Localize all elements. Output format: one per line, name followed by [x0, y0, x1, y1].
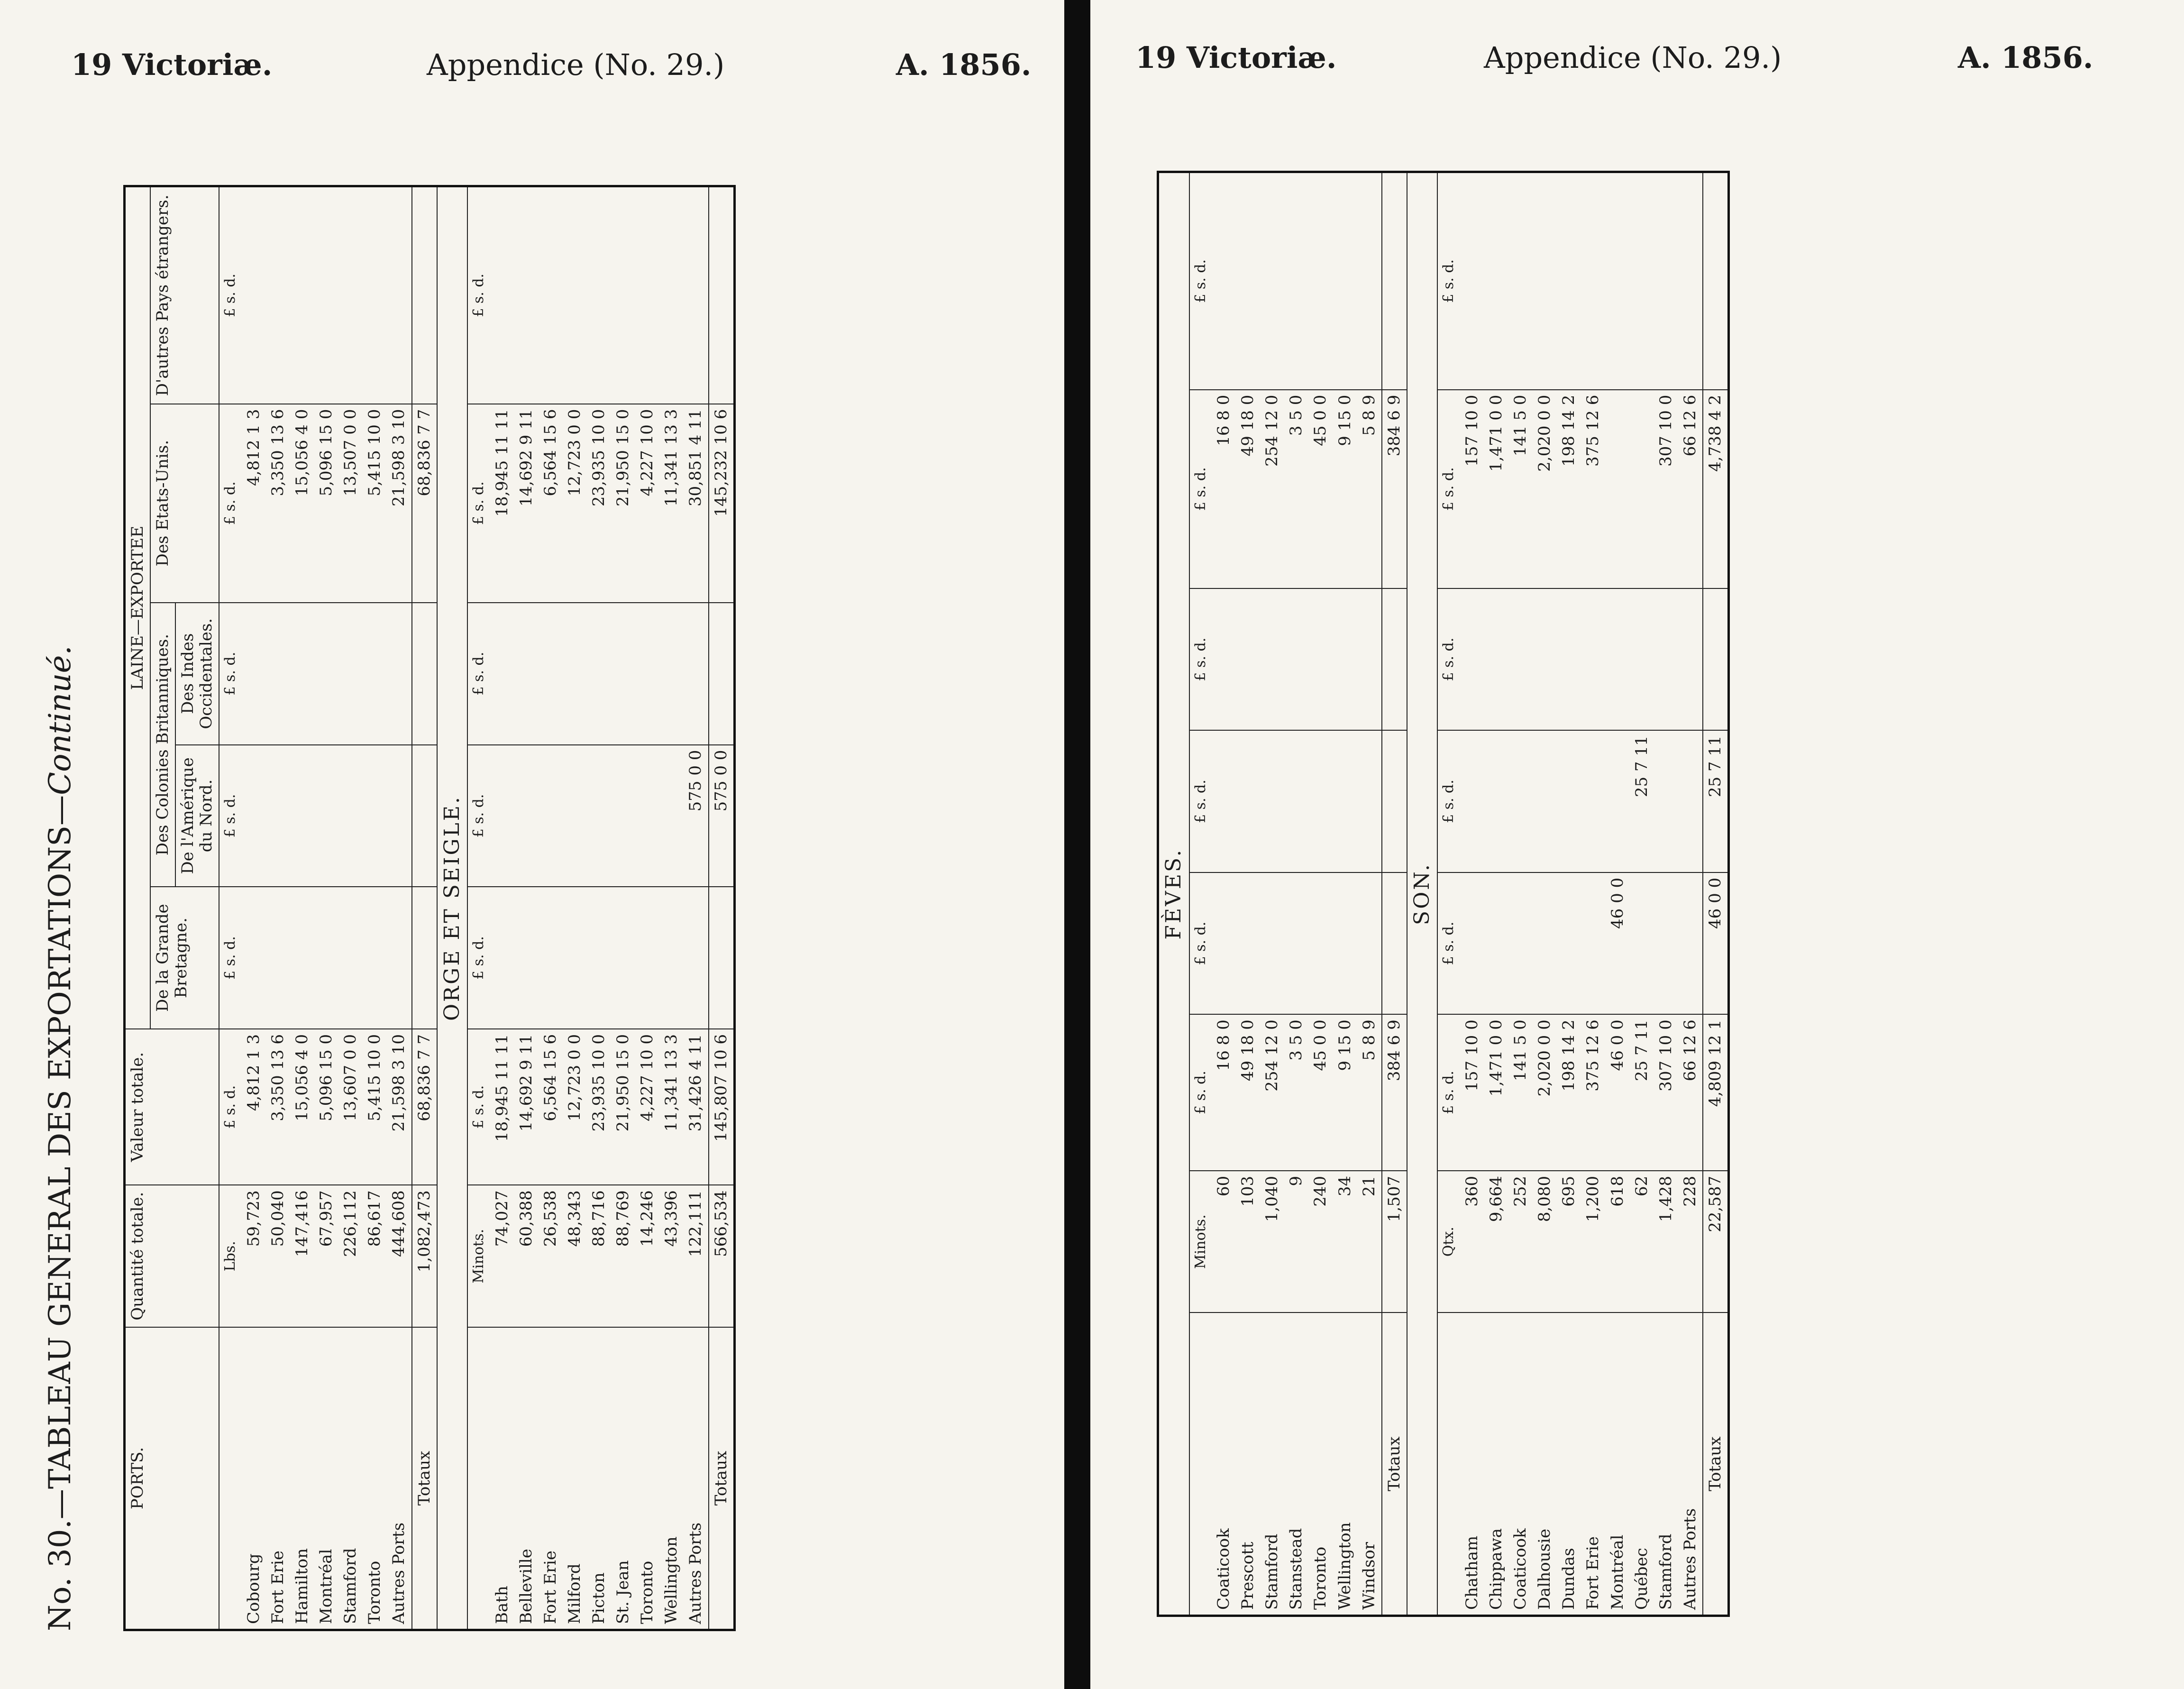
table-row: Fort Erie 1,200 375 12 6 375 12 6 — [1581, 172, 1605, 1616]
col-value: Valeur totale. — [125, 1029, 219, 1185]
section-title-orge: ORGE ET SEIGLE. — [437, 186, 468, 1630]
exports-table-wool-barley: PORTS. Quantité totale. Valeur totale. LAINE—EXPORTEE De la Grande Bretagne. Des Colonies Britanniques. Des Etats-Unis. D'autres Pays étrangers. De l'Amérique du Nord. Des Indes Occidentales. Lbs. £ s. d. £ s. d. £ s. d. £ s. d. £ s. d. £ s. d. Cobourg 59,723 4,812 1 3 4,812 1 3 Fort Erie 50,040 3,350 13 6 3,350 13 6 Hamilton 147,416 15,056 4 0 15,056 4 0 Montréal 67,957 5,096 15 0 5,096 15 0 Stamford 226,112 13,607 0 0 13,507 0 0 Toronto 86,617 5,415 10 0 5,415 10 0 Autres Ports 444,608 21,598 3 10 21,598 3 10 Totaux 1,082,473 68,836 7 7 68,836 7 7 ORGE ET SEIGLE. Minots. £ s. d. £ s. d. £ s. d. £ s. d. £ s. d. £ s. d. Bath 74,027 18,945 11 11 18,945 11 11 Belleville 60,388 14,692 9 11 14,692 9 11 Fort Erie 26,538 6,564 15 6 6,564 15 6 Milford 48,343 12,723 0 0 12,723 0 0 Picton 88,716 23,935 10 0 23,935 10 0 St. Jean 88,769 21,950 15 0 21,950 15 0 Toronto 14,246 4,227 10 0 4,227 10 0 Wellington 43,396 11,341 13 3 11,341 13 3 Autres Ports 122,111 31,426 4 11 575 0 0 30,851 4 11 Totaux 566,534 145,807 10 6 575 0 0 145,232 10 6 — [123, 185, 736, 1631]
totals-row: Totaux 1,082,473 68,836 7 7 68,836 7 7 — [412, 186, 437, 1630]
table-row: Toronto 240 45 0 0 45 0 0 — [1308, 172, 1333, 1616]
header-session: 19 Victoriæ. — [1135, 40, 1337, 75]
table-row: Wellington 43,396 11,341 13 3 11,341 13 3 — [659, 186, 684, 1630]
table-row: Stanstead 9 3 5 0 3 5 0 — [1284, 172, 1308, 1616]
rotated-table-block — [43, 185, 1024, 1631]
table-row: Fort Erie 50,040 3,350 13 6 3,350 13 6 — [266, 186, 290, 1630]
table-row: Montréal 67,957 5,096 15 0 5,096 15 0 — [314, 186, 338, 1630]
table-row: Dundas 695 198 14 2 198 14 2 — [1557, 172, 1581, 1616]
page-gutter — [1064, 0, 1090, 1689]
table-row: Stamford 1,428 307 10 0 307 10 0 — [1654, 172, 1678, 1616]
col-eu: Des Etats-Unis. — [150, 404, 219, 603]
table-row: Toronto 14,246 4,227 10 0 4,227 10 0 — [635, 186, 659, 1630]
page-title: No. 30.—TABLEAU GENERAL DES EXPORTATIONS—Continué. — [43, 645, 78, 1631]
table-row: Stamford 1,040 254 12 0 254 12 0 — [1260, 172, 1284, 1616]
col-laine: LAINE—EXPORTEE — [125, 186, 151, 1029]
table-row: Windsor 21 5 8 9 5 8 9 — [1357, 172, 1382, 1616]
table-row: Toronto 86,617 5,415 10 0 5,415 10 0 — [363, 186, 387, 1630]
col-ports: PORTS. — [125, 1327, 219, 1630]
rotated-table-block — [1157, 171, 2057, 1617]
table-row: Fort Erie 26,538 6,564 15 6 6,564 15 6 — [539, 186, 563, 1630]
unit-minots: Minots. — [467, 1185, 490, 1327]
table-row: Autres Ports 228 66 12 6 66 12 6 — [1678, 172, 1703, 1616]
col-qty: Quantité totale. — [125, 1185, 219, 1327]
table-row: St. Jean 88,769 21,950 15 0 21,950 15 0 — [611, 186, 635, 1630]
table-row: Picton 88,716 23,935 10 0 23,935 10 0 — [587, 186, 611, 1630]
header-year: A. 1856. — [896, 47, 1032, 82]
table-row: Bath 74,027 18,945 11 11 18,945 11 11 — [490, 186, 514, 1630]
totals-row: Totaux 566,534 145,807 10 6 575 0 0 145,232 10 6 — [709, 186, 735, 1630]
section-title-feves: FÈVES. — [1158, 172, 1189, 1616]
header-appendix: Appendice (No. 29.) — [1484, 40, 1782, 75]
col-ap: D'autres Pays étrangers. — [150, 186, 219, 404]
table-row: Québec 62 25 7 11 25 7 11 — [1630, 172, 1654, 1616]
table-row: Coaticook 252 141 5 0 141 5 0 — [1508, 172, 1533, 1616]
header-session: 19 Victoriæ. — [71, 47, 273, 82]
right-page — [1090, 0, 2184, 1689]
table-row: Wellington 34 9 15 0 9 15 0 — [1333, 172, 1357, 1616]
table-row: Stamford 226,112 13,607 0 0 13,507 0 0 — [338, 186, 363, 1630]
table-row: Prescott 103 49 18 0 49 18 0 — [1236, 172, 1260, 1616]
col-io: Des Indes Occidentales. — [175, 603, 219, 745]
col-an: De l'Amérique du Nord. — [175, 745, 219, 887]
col-cb: Des Colonies Britanniques. — [150, 603, 175, 887]
table-row: Milford 48,343 12,723 0 0 12,723 0 0 — [563, 186, 587, 1630]
table-row: Belleville 60,388 14,692 9 11 14,692 9 11 — [514, 186, 539, 1630]
totals-row: Totaux 1,507 384 6 9 384 6 9 — [1382, 172, 1407, 1616]
table-row: Dalhousie 8,080 2,020 0 0 2,020 0 0 — [1533, 172, 1557, 1616]
totals-row: Totaux 22,587 4,809 12 1 46 0 0 25 7 11 4,738 4 2 — [1703, 172, 1729, 1616]
table-row: Coaticook 60 16 8 0 16 8 0 — [1212, 172, 1236, 1616]
section-title-son: SON. — [1407, 172, 1438, 1616]
table-row: Hamilton 147,416 15,056 4 0 15,056 4 0 — [290, 186, 314, 1630]
table-row: Autres Ports 122,111 31,426 4 11 575 0 0 30,851 4 11 — [684, 186, 708, 1630]
left-page — [0, 0, 1064, 1689]
header-year: A. 1856. — [1958, 40, 2093, 75]
table-row: Chippawa 9,664 1,471 0 0 1,471 0 0 — [1484, 172, 1508, 1616]
table-row: Montréal 618 46 0 0 46 0 0 — [1606, 172, 1630, 1616]
table-row: Cobourg 59,723 4,812 1 3 4,812 1 3 — [242, 186, 266, 1630]
col-gb: De la Grande Bretagne. — [150, 887, 219, 1029]
exports-table-beans-bran: FÈVES. Minots. £ s. d. £ s. d. £ s. d. £ s. d. £ s. d. £ s. d. Coaticook 60 16 8 0 16 8 0 Prescott 103 49 18 0 49 18 0 Stamford 1,040 254 12 0 254 12 0 Stanstead 9 3 5 0 3 5 0 Toronto 240 45 0 0 45 0 0 Wellington 34 9 15 0 9 15 0 Windsor 21 5 8 9 5 8 9 Totaux 1,507 384 6 9 384 6 9 SON. Qtx. £ s. d. £ s. d. £ s. d. £ s. d. £ s. d. £ s. d. Chatham 360 157 10 0 157 10 0 Chippawa 9,664 1,471 0 0 1,471 0 0 Coaticook 252 141 5 0 141 5 0 Dalhousie 8,080 2,020 0 0 2,020 0 0 Dundas 695 198 14 2 198 14 2 Fort Erie 1,200 375 12 6 375 12 6 Montréal 618 46 0 0 46 0 0 Québec 62 25 7 11 25 7 11 Stamford 1,428 307 10 0 307 10 0 Autres Ports 228 66 12 6 66 12 6 Totaux 22,587 4,809 12 1 46 0 0 25 7 11 4,738 4 2 — [1157, 171, 1730, 1617]
header-appendix: Appendice (No. 29.) — [427, 47, 725, 82]
unit-lbs: Lbs. — [219, 1185, 242, 1327]
table-row: Autres Ports 444,608 21,598 3 10 21,598 3 10 — [387, 186, 411, 1630]
table-row: Chatham 360 157 10 0 157 10 0 — [1460, 172, 1484, 1616]
